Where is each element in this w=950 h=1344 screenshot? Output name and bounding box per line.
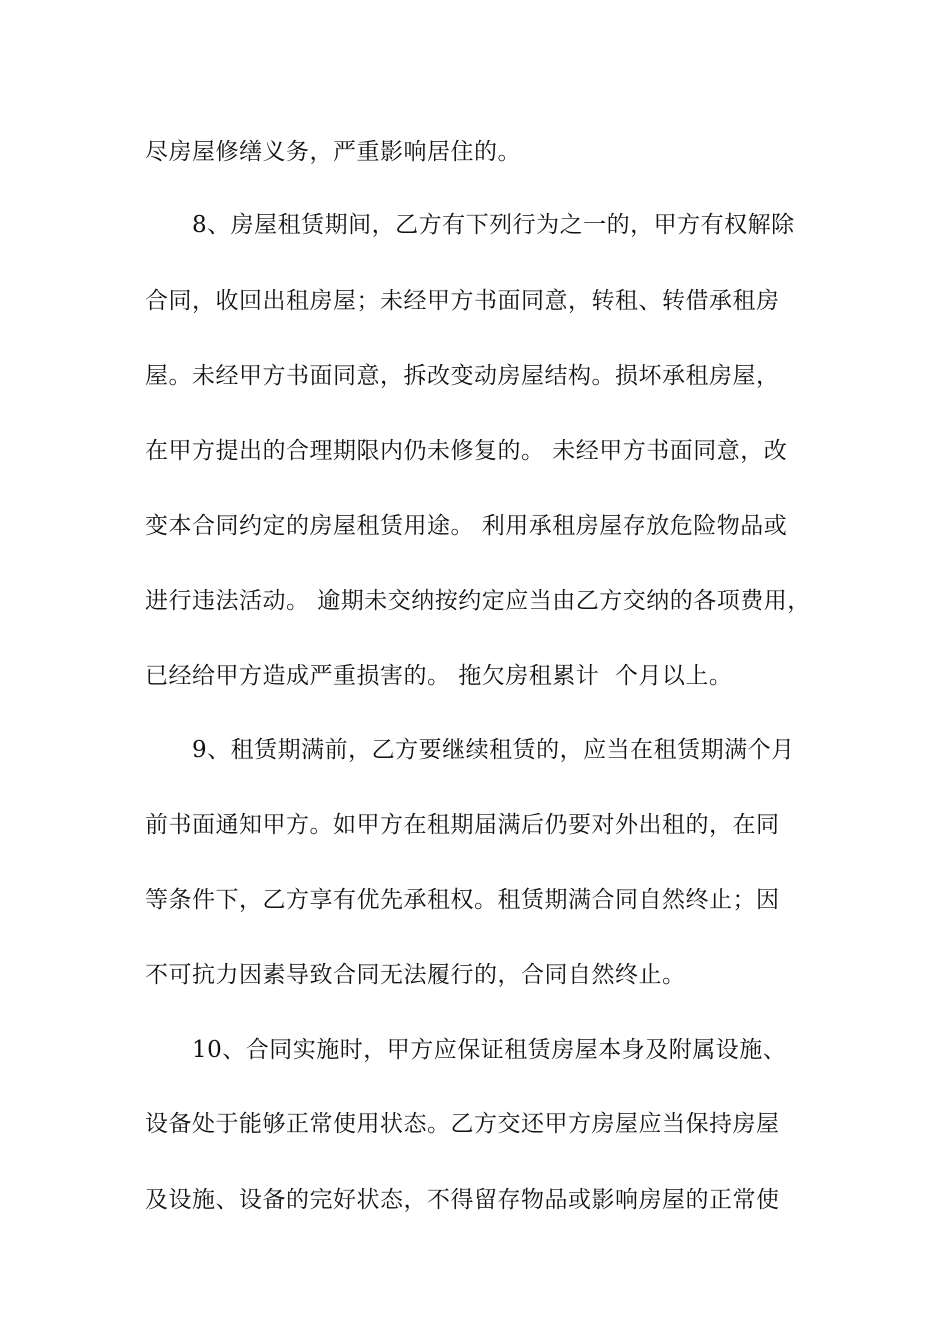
text-line: 尽房屋修缮义务，严重影响居住的。: [145, 139, 521, 165]
text-line: 前书面通知甲方。如甲方在租期届满后仍要对外出租的，在同: [145, 812, 780, 838]
clause-9-first-line: 9、租赁期满前，乙方要继续租赁的，应当在租赁期满个月: [192, 737, 795, 763]
text-line: 已经给甲方造成严重损害的。 拖欠房租累计 个月以上。: [145, 663, 733, 689]
text-line: 屋。未经甲方书面同意，拆改变动房屋结构。损坏承租房屋，: [145, 363, 780, 389]
text-line: 合同，收回出租房屋；未经甲方书面同意，转租、转借承租房: [145, 288, 780, 314]
text-line: 及设施、设备的完好状态，不得留存物品或影响房屋的正常使: [145, 1187, 780, 1213]
text-line: 变本合同约定的房屋租赁用途。 利用承租房屋存放危险物品或: [145, 513, 788, 539]
text-line: 等条件下，乙方享有优先承租权。租赁期满合同自然终止；因: [145, 887, 780, 913]
clause-8-first-line: 8、房屋租赁期间，乙方有下列行为之一的，甲方有权解除: [192, 212, 795, 238]
text-line: 设备处于能够正常使用状态。乙方交还甲方房屋应当保持房屋: [145, 1111, 780, 1137]
text-line: 不可抗力因素导致合同无法履行的，合同自然终止。: [145, 962, 686, 988]
text-line: 在甲方提出的合理期限内仍未修复的。 未经甲方书面同意，改: [145, 438, 788, 464]
text-line: 进行违法活动。 逾期未交纳按约定应当由乙方交纳的各项费用，: [145, 588, 811, 614]
clause-10-first-line: 10、合同实施时，甲方应保证租赁房屋本身及附属设施、: [192, 1037, 787, 1063]
